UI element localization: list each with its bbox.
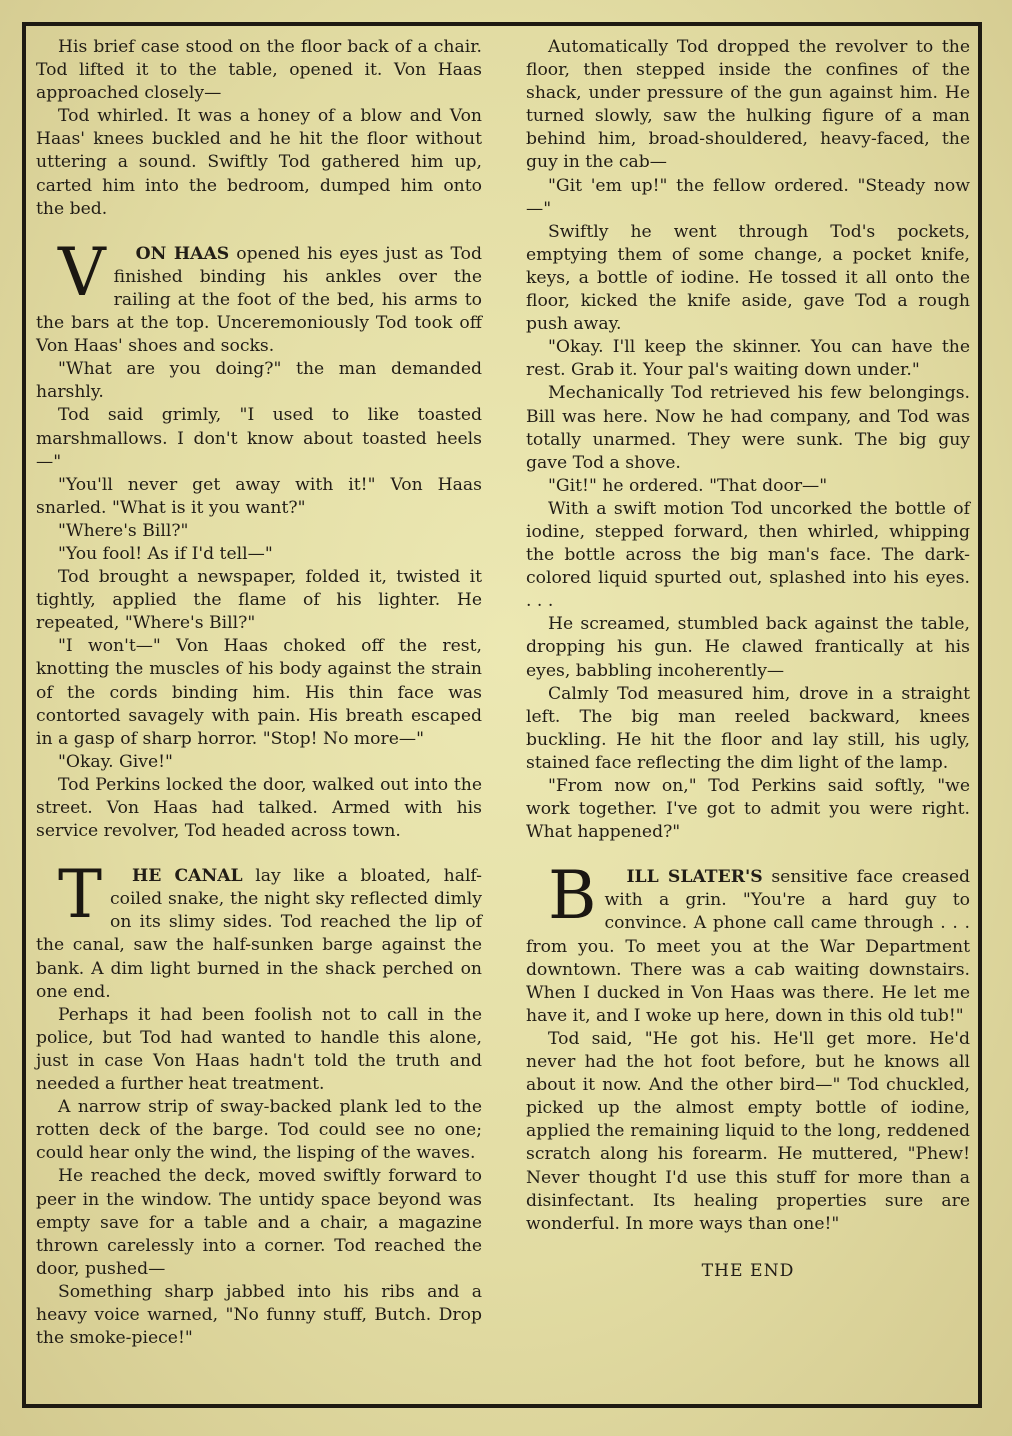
right-paragraph: "Git 'em up!" the fellow ordered. "Steady now—": [526, 175, 970, 219]
left-paragraph: "I won't—" Von Haas choked off the rest, knotting the muscles of his body against the strain of the cords binding him. His thin face was contorted savagely with pain. His breath escaped in a gasp of sharp horror. "Stop! No more—": [36, 636, 482, 749]
right-paragraph: Tod said, "He got his. He'll get more. He'd never had the hot foot before, but he knows all about it now. And the other bird—" Tod chuckled, picked up the almost empty bottle of iodine, applied the remaining liquid to the long, reddened scratch along his forearm. He muttered, "Phew! Never thought I'd use this stuff for more than a disinfectant. Its healing properties sure are wonderful. In more ways than one!": [526, 1028, 970, 1234]
small-caps-lead-in: HE CANAL: [132, 866, 243, 887]
text-panel-frame: [22, 22, 982, 1408]
paragraph-text: lay like a bloated, half-coiled snake, the night sky reflected dimly on its slimy sides. Tod reached the lip of the canal, saw the half-sunken barge against the bank. A dim light burned in the shack perched on one end.: [36, 866, 482, 1002]
right-paragraph: "Okay. I'll keep the skinner. You can have the rest. Grab it. Your pal's waiting down under.": [526, 337, 970, 381]
left-paragraph: A narrow strip of sway-backed plank led to the rotten deck of the barge. Tod could see no one; could hear only the wind, the lisping of the waves.: [36, 1097, 482, 1164]
small-caps-lead-in: ON HAAS: [135, 243, 230, 264]
left-paragraph: "Okay. Give!": [58, 751, 173, 772]
drop-cap-letter: T: [58, 856, 103, 934]
left-paragraph: Tod brought a newspaper, folded it, twisted it tightly, applied the flame of his lighter. He repeated, "Where's Bill?": [36, 567, 482, 634]
left-paragraph: "You'll never get away with it!" Von Haas snarled. "What is it you want?": [36, 474, 482, 518]
left-section-opening-paragraph: [36, 856, 482, 1004]
left-paragraph: Tod said grimly, "I used to like toasted marshmallows. I don't know about toasted heels—": [36, 405, 482, 472]
paragraph-text: sensitive face creased with a grin. "You're a hard guy to convince. A phone call came through . . . from you. To meet you at the War Department downtown. There was a cab waiting downstairs. When I ducked in Von Haas was there. He let me have it, and I woke up here, down in this old tub!": [526, 867, 971, 1026]
left-paragraph: "You fool! As if I'd tell—": [58, 543, 273, 564]
left-paragraph: He reached the deck, moved swiftly forward to peer in the window. The untidy space beyond was empty save for a table and a chair, a magazine thrown carelessly into a corner. Tod reached the door, pushed—: [36, 1166, 482, 1279]
right-paragraph: Calmly Tod measured him, drove in a straight left. The big man reeled backward, knees buckling. He hit the floor and lay still, his ugly, stained face reflecting the dim light of the lamp.: [526, 683, 970, 773]
right-paragraph: "Git!" he ordered. "That door—": [548, 475, 828, 496]
left-paragraph: "Where's Bill?": [58, 520, 189, 541]
right-paragraph: He screamed, stumbled back against the table, dropping his gun. He clawed frantically at his eyes, babbling incoherently—: [526, 614, 970, 681]
paragraph-text: opened his eyes just as Tod finished binding his ankles over the railing at the foot of the bed, his arms to the bars at the top. Unceremoniously Tod took off Von Haas' shoes and socks.: [36, 243, 482, 357]
small-caps-lead-in: ILL SLATER'S: [626, 867, 763, 888]
right-paragraph: Automatically Tod dropped the revolver to the floor, then stepped inside the confines of the shack, under pressure of the gun against him. He turned slowly, saw the hulking figure of a man behind him, broad-shouldered, heavy-faced, the guy in the cab—: [526, 37, 970, 173]
left-paragraph: "What are you doing?" the man demanded harshly.: [36, 359, 482, 403]
right-column: [526, 36, 970, 1283]
drop-cap-letter: V: [58, 233, 106, 311]
left-paragraph: Perhaps it had been foolish not to call in the police, but Tod had wanted to handle this alone, just in case Von Haas hadn't told the truth and needed a further heat treatment.: [36, 1004, 482, 1095]
the-end-label: THE END: [701, 1260, 795, 1281]
right-paragraph: Mechanically Tod retrieved his few belongings. Bill was here. Now he had company, and Tod was totally unarmed. They were sunk. The big guy gave Tod a shove.: [526, 383, 970, 473]
left-paragraph: Tod Perkins locked the door, walked out into the street. Von Haas had talked. Armed with his service revolver, Tod headed across town.: [36, 774, 482, 842]
left-column: [36, 36, 482, 1350]
left-section-opening-paragraph: [36, 233, 482, 358]
left-paragraph: Tod whirled. It was a honey of a blow and Von Haas' knees buckled and he hit the floor without uttering a sound. Swiftly Tod gathered him up, carted him into the bedroom, dumped him onto the bed.: [36, 106, 482, 219]
right-paragraph: With a swift motion Tod uncorked the bottle of iodine, stepped forward, then whirled, whipping the bottle across the big man's face. The dark-colored liquid spurted out, splashed into his eyes. . . .: [526, 498, 970, 612]
right-paragraph: "From now on," Tod Perkins said softly, "we work together. I've got to admit you were right. What happened?": [526, 776, 970, 843]
left-paragraph: Something sharp jabbed into his ribs and a heavy voice warned, "No funny stuff, Butch. Drop the smoke-piece!": [36, 1281, 482, 1349]
right-paragraph: Swiftly he went through Tod's pockets, emptying them of some change, a pocket knife, keys, a bottle of iodine. He tossed it all onto the floor, kicked the knife aside, gave Tod a rough push away.: [526, 221, 970, 335]
left-paragraph: His brief case stood on the floor back of a chair. Tod lifted it to the table, opened it. Von Haas approached closely—: [36, 37, 482, 104]
drop-cap-letter: B: [548, 857, 597, 935]
right-section-opening-paragraph: [526, 857, 971, 1028]
